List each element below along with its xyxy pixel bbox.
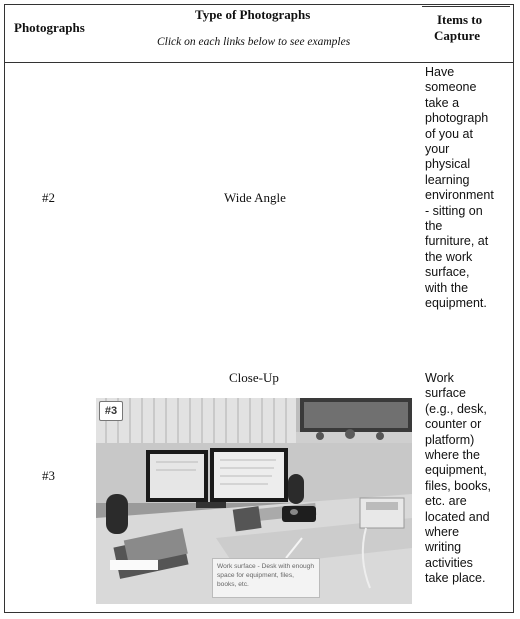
photo-number-label: #3 (99, 401, 123, 421)
header-items-line2: Capture (434, 28, 480, 43)
items-line: environment (425, 188, 494, 203)
items-line: located and (425, 509, 490, 524)
items-line: (e.g., desk, (425, 401, 487, 416)
items-line: the (425, 219, 443, 234)
items-line: equipment. (425, 296, 487, 311)
header-photographs: Photographs (14, 20, 85, 35)
close-up-example-photo[interactable] (96, 398, 412, 604)
items-line: Have (425, 65, 455, 79)
items-line: of you at (425, 126, 473, 141)
items-line: photograph (425, 111, 489, 126)
items-line: equipment, (425, 463, 487, 478)
row-3-items (425, 371, 509, 587)
items-line: surface, (425, 265, 470, 280)
items-line: counter or (425, 417, 482, 432)
items-line: where the (425, 448, 480, 463)
items-line: Work (425, 371, 454, 385)
items-line: learning (425, 172, 470, 187)
header-type-of-photographs: Type of Photographs (195, 7, 311, 22)
items-line: writing (425, 540, 462, 555)
header-top-rule (422, 6, 510, 7)
header-instruction: Click on each links below to see examples (157, 36, 351, 48)
items-line: etc. are (425, 494, 467, 509)
items-line: surface (425, 386, 466, 401)
items-line: take a (425, 95, 460, 110)
row-2-items (425, 65, 509, 312)
items-line: files, books, (425, 478, 492, 493)
items-line: platform) (425, 432, 475, 447)
row-3-close-up-link[interactable]: Close-Up (229, 370, 279, 385)
items-line: physical (425, 157, 471, 172)
items-line: take place. (425, 571, 486, 586)
items-line: where (425, 525, 460, 540)
items-line: furniture, at (425, 234, 489, 249)
header-items-line1: Items to (437, 12, 483, 27)
header-divider (5, 62, 513, 63)
items-line: your (425, 142, 450, 157)
items-line: with the (425, 280, 469, 295)
items-line: - sitting on (425, 203, 483, 218)
items-line: someone (425, 80, 477, 95)
row-3-number: #3 (42, 468, 55, 483)
items-line: the work (425, 249, 473, 264)
items-line: activities (425, 555, 473, 570)
photo-caption: Work surface - Desk with enough space for equipment, files, books, etc. (212, 558, 320, 598)
row-2-number: #2 (42, 190, 55, 205)
row-2-wide-angle-link[interactable]: Wide Angle (224, 190, 286, 205)
